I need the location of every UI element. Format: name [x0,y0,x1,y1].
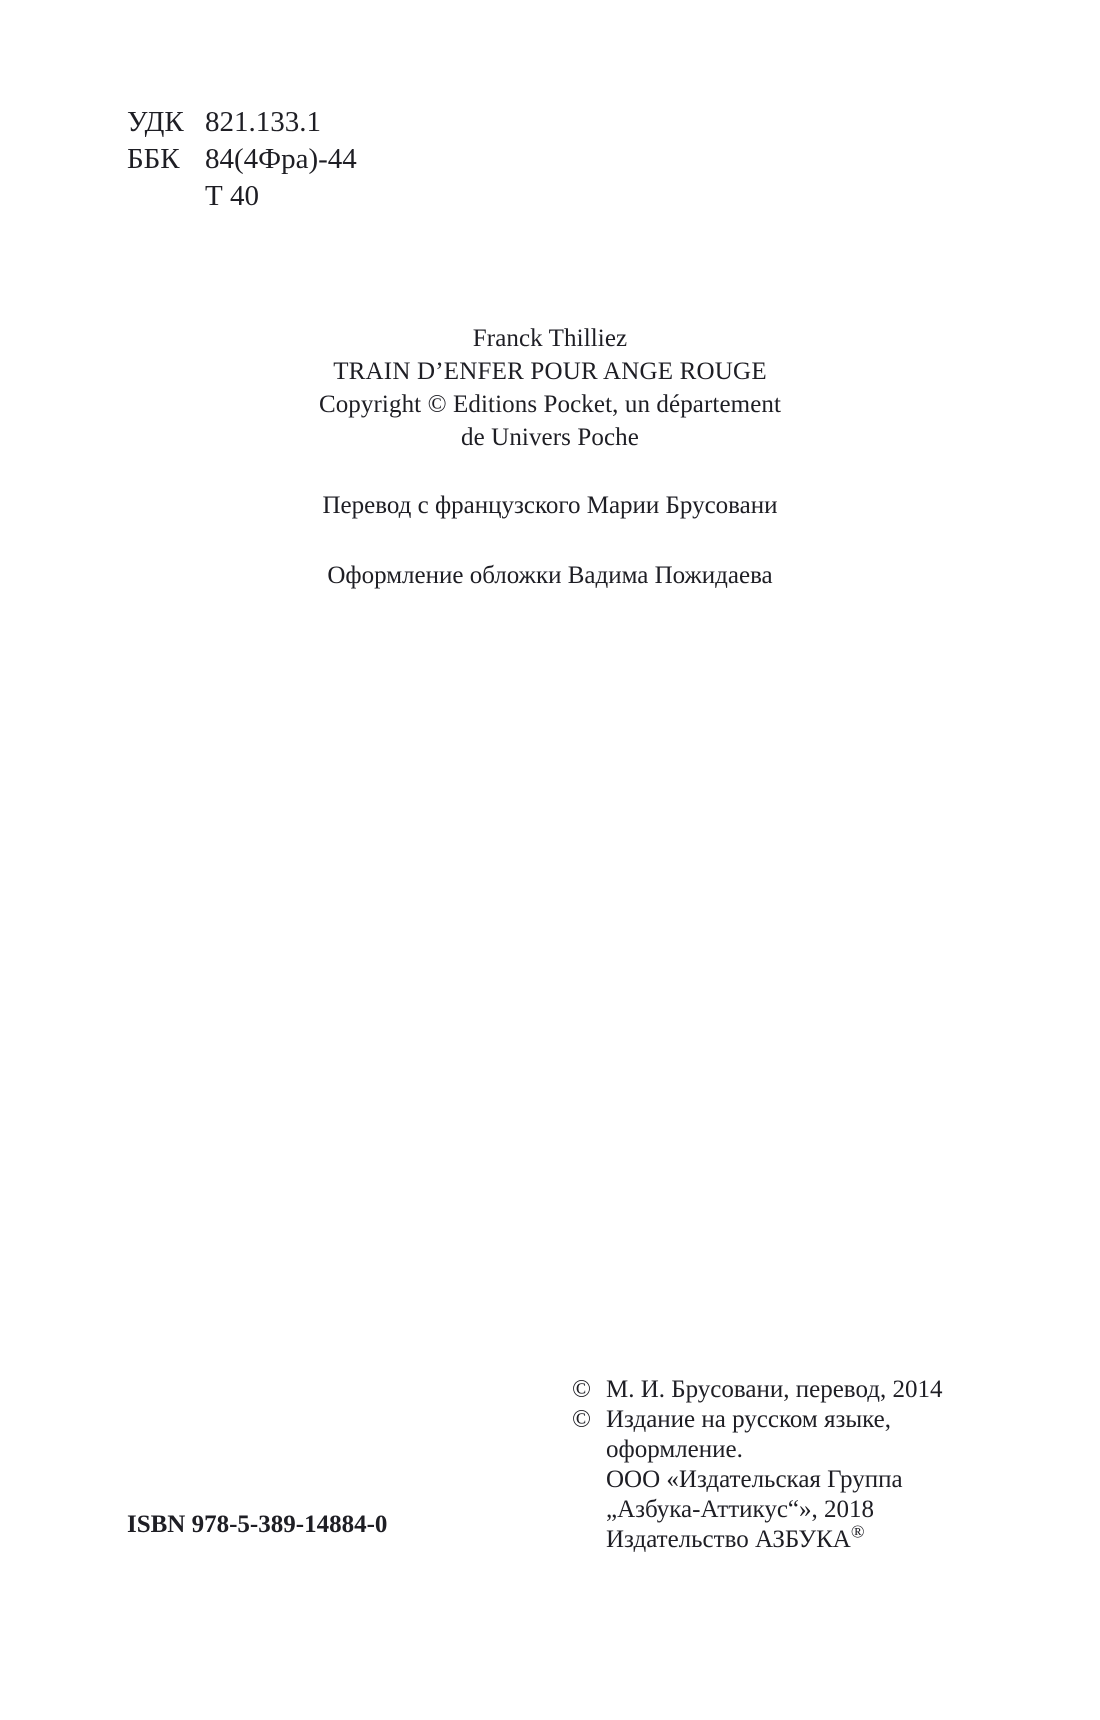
translation-copyright [572,1375,942,1405]
author-mark-row [127,178,357,215]
original-author: Franck Thilliez [472,325,628,352]
registered-trademark-icon: ® [850,1521,865,1542]
bbk-row [127,141,357,178]
isbn: ISBN 978-5-389-14884-0 [127,1511,388,1538]
cover-design-credit: Оформление обложки Вадима Пожидаева [327,562,773,589]
original-copyright-line-2: de Univers Poche [461,424,639,451]
bbk-label: ББК [127,143,180,175]
edition-copyright-line-4: „Азбука-Аттикус“», 2018 [606,1496,875,1523]
udk-value: 821.133.1 [205,106,321,138]
original-edition-block [0,322,1100,454]
edition-copyright-line-1: Издание на русском языке, [606,1406,891,1433]
original-title: TRAIN D’ENFER POUR ANGE ROUGE [333,358,767,385]
edition-copyright [572,1405,942,1435]
classification-block [127,104,357,215]
publisher-name: Издательство АЗБУКА [606,1526,851,1553]
publisher-line [572,1521,942,1555]
original-copyright-line-1: Copyright © Editions Pocket, un département [318,391,782,418]
translator-credit: Перевод с французского Марии Брусовани [322,492,778,519]
bbk-value: 84(4Фра)-44 [205,143,357,175]
edition-copyright-line-2: оформление. [606,1436,743,1463]
translation-copyright-text: М. И. Брусовани, перевод, 2014 [606,1376,943,1403]
udk-row [127,104,357,141]
copyright-icon: © [572,1376,591,1403]
edition-copyright-line-3: ООО «Издательская Группа [606,1466,903,1493]
russian-copyright-block [572,1375,942,1555]
udk-label: УДК [127,106,184,138]
author-mark: Т 40 [205,180,259,212]
copyright-icon: © [572,1406,591,1433]
